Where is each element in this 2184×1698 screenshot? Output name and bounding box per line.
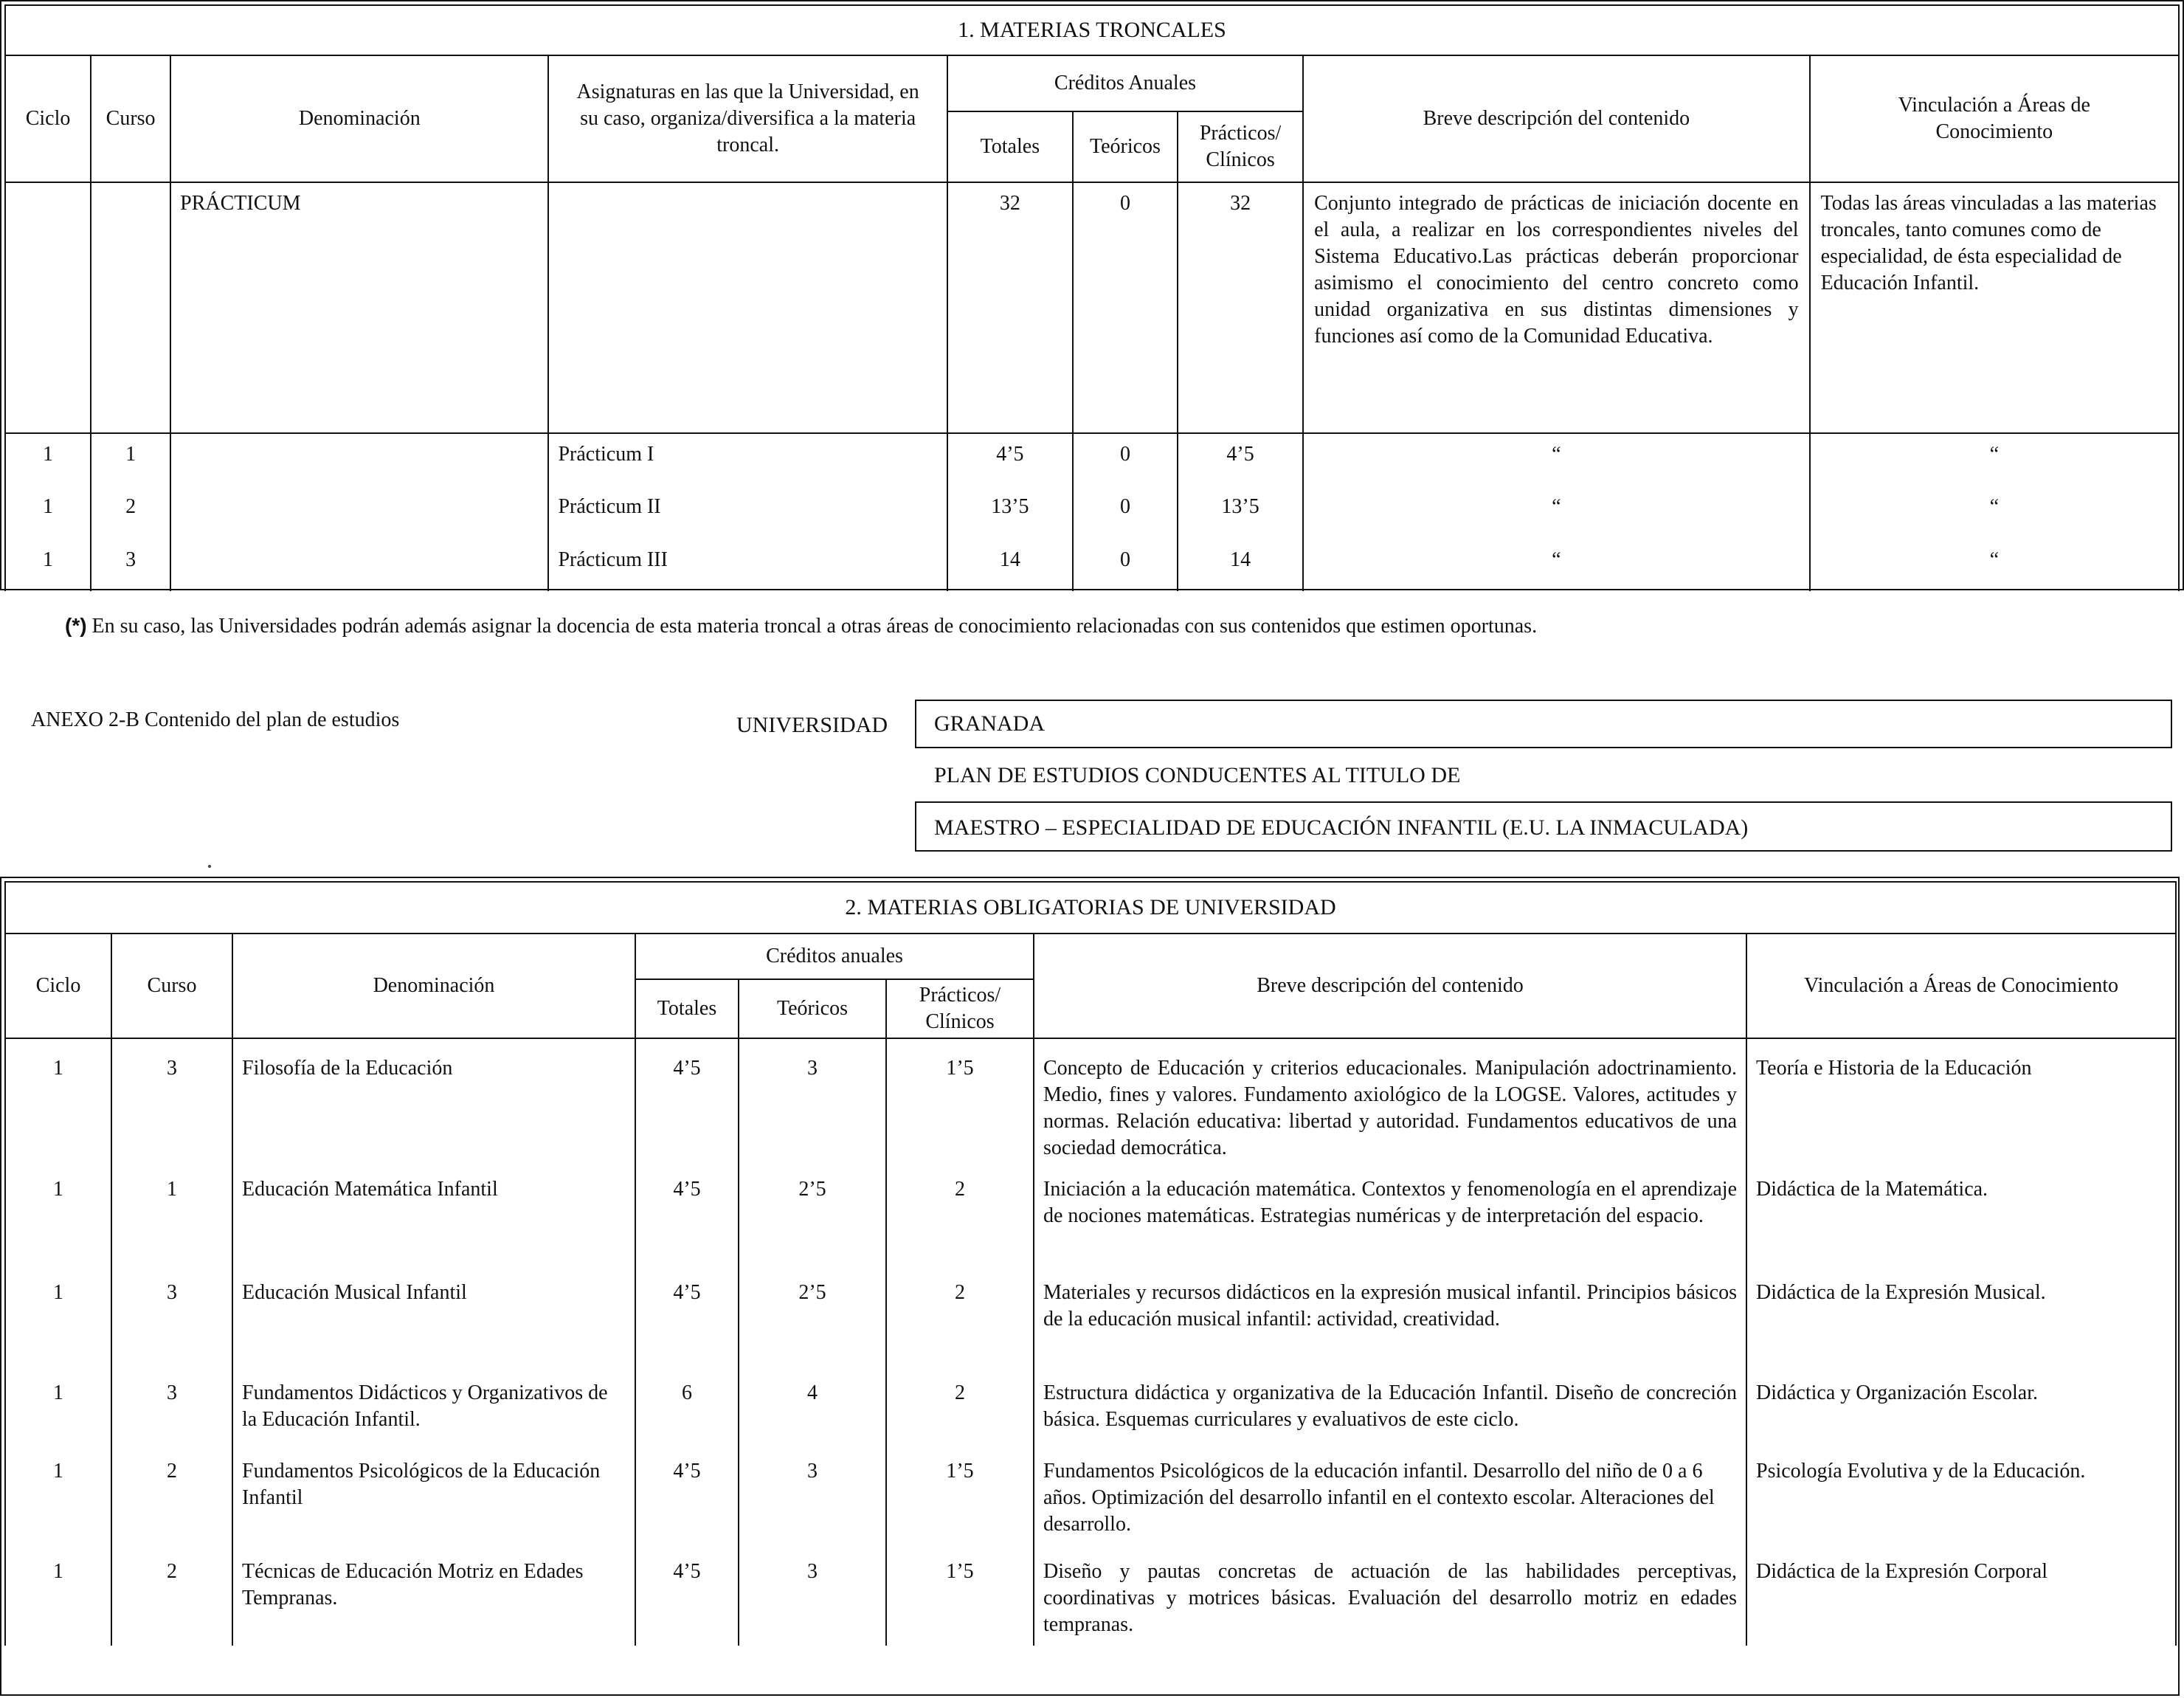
cell-totales: 14 [947,539,1073,591]
cell-descripcion: Iniciación a la educación matemática. Contextos y fenomenología en el aprendizaje de nociones matemáticas. Estrategias numéricas y de interpretación del espacio. [1034,1169,1746,1272]
cell-practicos: 2 [886,1373,1034,1451]
table-row [5,539,2179,591]
table-row [5,1451,2176,1551]
cell-teoricos: 3 [739,1551,886,1646]
troncales-section [0,0,2184,590]
cell-vinculacion: Didáctica de la Expresión Musical. [1746,1272,2176,1373]
anexo-label: ANEXO 2-B Contenido del plan de estudios [31,708,400,731]
titulo-box [915,801,2172,852]
cell-teoricos: 2’5 [739,1272,886,1373]
header-totales: Totales [947,111,1073,182]
cell-totales: 4’5 [635,1451,739,1551]
cell-practicos: 1’5 [886,1038,1034,1169]
cell-denominacion: Fundamentos Didácticos y Organizativos de la Educación Infantil. [232,1373,635,1451]
header-descripcion: Breve descripción del contenido [1303,55,1809,182]
cell-ciclo [5,182,91,433]
header-vinculacion: Vinculación a Áreas de Conocimiento [1746,933,2176,1038]
cell-teoricos: 3 [739,1451,886,1551]
troncales-title: 1. MATERIAS TRONCALES [5,5,2179,55]
cell-totales: 4’5 [635,1038,739,1169]
header-denominacion: Denominación [170,55,548,182]
cell-teoricos: 0 [1073,539,1178,591]
cell-teoricos: 3 [739,1038,886,1169]
cell-practicos: 2 [886,1272,1034,1373]
table-row [5,182,2179,433]
table-row [5,1169,2176,1272]
header-teoricos: Teóricos [1073,111,1178,182]
cell-totales: 4’5 [635,1272,739,1373]
cell-descripcion: “ [1303,433,1809,486]
cell-asignatura: Prácticum II [548,486,947,539]
cell-vinculacion: Didáctica de la Expresión Corporal [1746,1551,2176,1646]
universidad-box [915,700,2172,748]
table-row [5,1551,2176,1646]
cell-ciclo: 1 [5,1169,111,1272]
cell-curso: 3 [111,1272,232,1373]
cell-ciclo: 1 [5,1272,111,1373]
cell-descripcion: Concepto de Educación y criterios educacionales. Manipulación adoctrinamiento. Medio, fines y valores. Fundamento axiológico de la LOGSE. Valores, actitudes y normas. Relación educativa: libertad y autoridad. Fundamentos educativos de una sociedad democrática. [1034,1038,1746,1169]
cell-denominacion: Técnicas de Educación Motriz en Edades Tempranas. [232,1551,635,1646]
header-curso: Curso [111,933,232,1038]
cell-vinculacion: “ [1810,433,2179,486]
cell-ciclo: 1 [5,1038,111,1169]
cell-practicos: 13’5 [1178,486,1303,539]
cell-descripcion: Materiales y recursos didácticos en la expresión musical infantil. Principios básicos de la educación musical infantil: actividad, creatividad. [1034,1272,1746,1373]
cell-totales: 4’5 [635,1169,739,1272]
universidad-label: UNIVERSIDAD [736,713,888,737]
cell-curso [91,182,170,433]
cell-curso: 2 [111,1551,232,1646]
cell-denominacion: Educación Musical Infantil [232,1272,635,1373]
cell-ciclo: 1 [5,1451,111,1551]
cell-descripcion: “ [1303,539,1809,591]
cell-vinculacion: Teoría e Historia de la Educación [1746,1038,2176,1169]
cell-curso: 1 [111,1169,232,1272]
header-denominacion: Denominación [232,933,635,1038]
cell-teoricos: 0 [1073,433,1178,486]
cell-totales: 6 [635,1373,739,1451]
cell-vinculacion: “ [1810,486,2179,539]
universidad-value: GRANADA [934,711,1045,736]
plan-label: PLAN DE ESTUDIOS CONDUCENTES AL TITULO DE [934,763,1461,787]
cell-vinculacion: Didáctica y Organización Escolar. [1746,1373,2176,1451]
cell-ciclo: 1 [5,486,91,539]
cell-ciclo: 1 [5,1551,111,1646]
cell-totales: 13’5 [947,486,1073,539]
cell-curso: 3 [111,1373,232,1451]
cell-curso: 3 [111,1038,232,1169]
header-vinculacion: Vinculación a Áreas de Conocimiento [1810,55,2179,182]
footnote-text: En su caso, las Universidades podrán además asignar la docencia de esta materia troncal a otras áreas de conocimiento relacionadas con sus contenidos que estimen oportunas. [86,615,1538,638]
obligatorias-title: 2. MATERIAS OBLIGATORIAS DE UNIVERSIDAD [5,882,2176,933]
cell-teoricos: 0 [1073,486,1178,539]
cell-curso: 3 [91,539,170,591]
footnote [65,614,1537,638]
cell-asignatura: Prácticum III [548,539,947,591]
cell-totales: 32 [947,182,1073,433]
cell-denominacion: Fundamentos Psicológicos de la Educación Infantil [232,1451,635,1551]
header-ciclo: Ciclo [5,55,91,182]
cell-practicos: 2 [886,1169,1034,1272]
titulo-value: MAESTRO – ESPECIALIDAD DE EDUCACIÓN INFANTIL (E.U. LA INMACULADA) [934,815,1749,840]
cell-practicos: 4’5 [1178,433,1303,486]
cell-ciclo: 1 [5,539,91,591]
table-row [5,433,2179,486]
cell-totales: 4’5 [635,1551,739,1646]
header-teoricos: Teóricos [739,979,886,1038]
scan-speck [208,865,211,868]
cell-curso: 1 [91,433,170,486]
cell-vinculacion: Didáctica de la Matemática. [1746,1169,2176,1272]
table-row [5,486,2179,539]
cell-vinculacion: Todas las áreas vinculadas a las materias troncales, tanto comunes como de especialidad, de ésta especialidad de Educación Infantil. [1810,182,2179,433]
cell-descripcion: Fundamentos Psicológicos de la educación infantil. Desarrollo del niño de 0 a 6 años. Optimización del desarrollo infantil en el contexto escolar. Alteraciones del desarrollo. [1034,1451,1746,1551]
header-creditos: Créditos Anuales [947,55,1303,111]
header-totales: Totales [635,979,739,1038]
cell-practicos: 32 [1178,182,1303,433]
table-row [5,1373,2176,1451]
obligatorias-table [4,881,2177,1646]
header-ciclo: Ciclo [5,933,111,1038]
cell-descripcion: Estructura didáctica y organizativa de la Educación Infantil. Diseño de concreción básica. Esquemas curriculares y evaluativos de este ciclo. [1034,1373,1746,1451]
header-descripcion: Breve descripción del contenido [1034,933,1746,1038]
obligatorias-section [0,877,2180,1696]
cell-denominacion [170,539,548,591]
cell-ciclo: 1 [5,433,91,486]
cell-descripcion: Diseño y pautas concretas de actuación de las habilidades perceptivas, coordinativas y motrices básicas. Evaluación del desarrollo motriz en edades tempranas. [1034,1551,1746,1646]
table-row [5,1272,2176,1373]
cell-teoricos: 2’5 [739,1169,886,1272]
cell-descripcion: Conjunto integrado de prácticas de iniciación docente en el aula, a realizar en los correspondientes niveles del Sistema Educativo.Las prácticas deberán proporcionar asimismo el conocimiento del centro concreto como unidad organizativa en sus distintas dimensiones y funciones así como de la Comunidad Educativa. [1303,182,1809,433]
cell-denominacion [170,433,548,486]
cell-denominacion: Filosofía de la Educación [232,1038,635,1169]
header-practicos: Prácticos/ Clínicos [1178,111,1303,182]
cell-denominacion: Educación Matemática Infantil [232,1169,635,1272]
cell-denominacion [170,486,548,539]
cell-teoricos: 0 [1073,182,1178,433]
cell-denominacion: PRÁCTICUM [170,182,548,433]
cell-teoricos: 4 [739,1373,886,1451]
cell-practicos: 1’5 [886,1551,1034,1646]
cell-vinculacion: “ [1810,539,2179,591]
troncales-table [4,4,2180,591]
table-row [5,1038,2176,1169]
cell-practicos: 14 [1178,539,1303,591]
footnote-marker: (*) [65,614,87,637]
cell-descripcion: “ [1303,486,1809,539]
cell-curso: 2 [111,1451,232,1551]
header-asignaturas: Asignaturas en las que la Universidad, en su caso, organiza/diversifica a la materia troncal. [548,55,947,182]
header-practicos: Prácticos/ Clínicos [886,979,1034,1038]
cell-ciclo: 1 [5,1373,111,1451]
cell-asignatura [548,182,947,433]
header-creditos: Créditos anuales [635,933,1034,979]
cell-asignatura: Prácticum I [548,433,947,486]
cell-vinculacion: Psicología Evolutiva y de la Educación. [1746,1451,2176,1551]
header-curso: Curso [91,55,170,182]
cell-curso: 2 [91,486,170,539]
cell-practicos: 1’5 [886,1451,1034,1551]
cell-totales: 4’5 [947,433,1073,486]
